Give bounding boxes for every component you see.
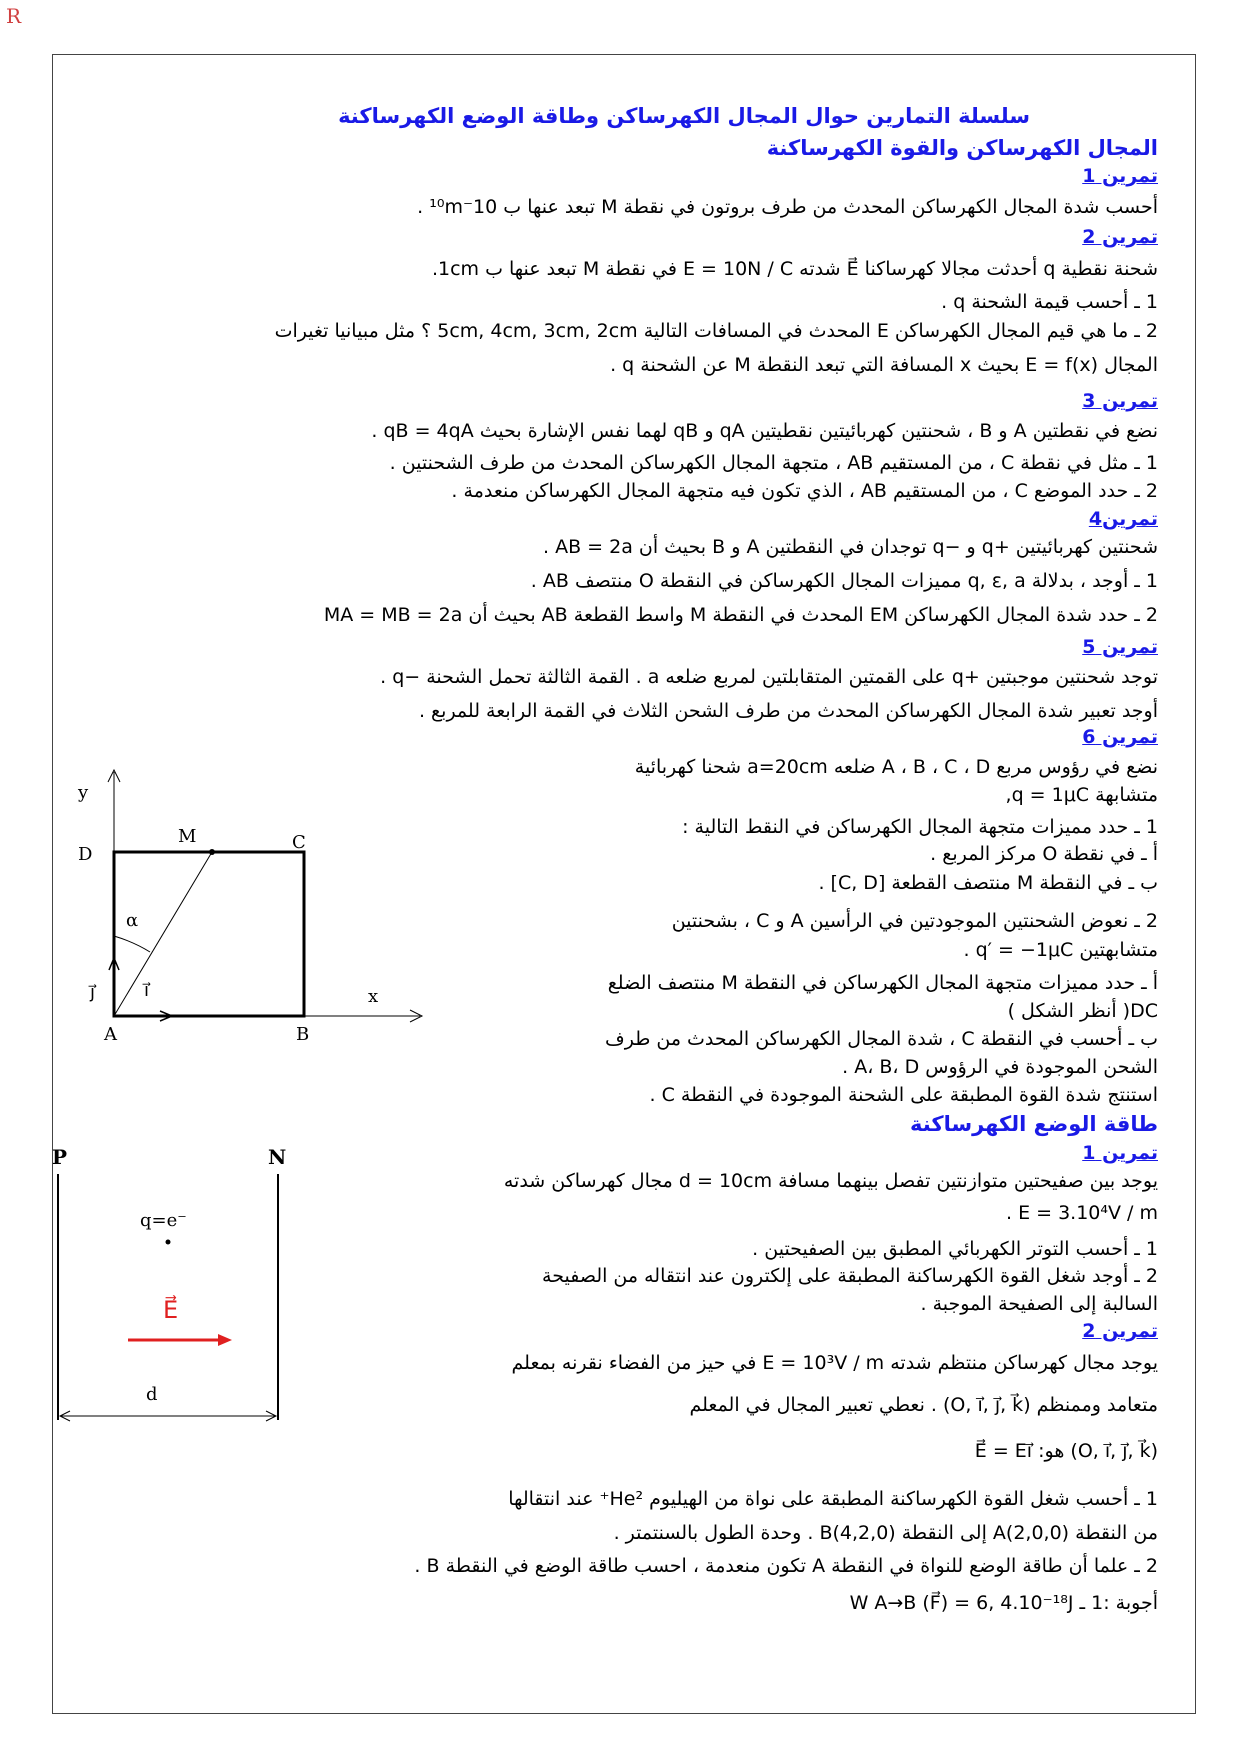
ex1-label: تمرين 1 bbox=[1082, 165, 1158, 187]
label-a: A bbox=[104, 1024, 117, 1045]
ex4-line-1: شحنتين كهربائيتين +q و −q توجدان في النقطتين A و B بحيث أن AB = 2a . bbox=[542, 536, 1158, 558]
ex6-line-5: ب ـ في النقطة M منتصف القطعة [C, D] . bbox=[818, 872, 1158, 894]
label-charge: q=e⁻ bbox=[140, 1210, 187, 1231]
section-heading-field: المجال الكهرساكن والقوة الكهرساكنة bbox=[766, 136, 1158, 160]
pe1-line-1: يوجد بين صفيحتين متوازنتين تفصل بينهما مسافة d = 10cm مجال كهرساكن شدته bbox=[503, 1170, 1158, 1192]
charge-point bbox=[166, 1240, 171, 1245]
angle-arc bbox=[114, 936, 150, 952]
ex5-line-1: توجد شحنتين موجبتين +q على القمتين المتقابلتين لمربع ضلعه a . القمة الثالثة تحمل الشحنة −q . bbox=[380, 666, 1158, 688]
point-m bbox=[209, 849, 215, 855]
pe1-line-4: 2 ـ أوجد شغل القوة الكهرساكنة المطبقة على إلكترون عند انتقاله من الصفيحة bbox=[542, 1265, 1158, 1287]
pe2-line-6: 2 ـ علما أن طاقة الوضع للنواة في النقطة A تكون منعدمة ، احسب طاقة الوضع في النقطة B . bbox=[414, 1555, 1158, 1577]
ex3-label: تمرين 3 bbox=[1082, 390, 1158, 412]
label-x: x bbox=[368, 986, 379, 1007]
plates-figure bbox=[50, 1140, 310, 1430]
ex5-line-2: أوجد تعبير شدة المجال الكهرساكن المحدث من طرف الشحن الثلاث في القمة الرابعة للمربع . bbox=[418, 700, 1158, 722]
label-c: C bbox=[292, 832, 306, 853]
ex3-line-1: نضع في نقطتين A و B ، شحنتين كهربائيتين نقطيتين qA و qB لهما نفس الإشارة بحيث qB = 4qA . bbox=[371, 420, 1158, 442]
square-abcd bbox=[114, 852, 304, 1016]
ex6-line-8: أ ـ حدد مميزات متجهة المجال الكهرساكن في النقطة M منتصف الضلع bbox=[607, 972, 1158, 994]
pe2-line-3: (O, i⃗, j⃗, k⃗) هو: E⃗ = Ei⃗ bbox=[974, 1440, 1158, 1462]
label-d: D bbox=[78, 844, 93, 865]
ex6-line-11: الشحن الموجودة في الرؤوس A، B، D . bbox=[842, 1056, 1158, 1078]
label-field-e: E⃗ bbox=[163, 1296, 179, 1324]
ex6-line-3: 1 ـ حدد مميزات متجهة المجال الكهرساكن في النقط التالية : bbox=[682, 816, 1158, 838]
ex6-line-12: استنتج شدة القوة المطبقة على الشحنة الموجودة في النقطة C . bbox=[649, 1084, 1158, 1106]
page-title: سلسلة التمارين حوال المجال الكهرساكن وطاقة الوضع الكهرساكنة bbox=[338, 104, 1030, 128]
segment-am bbox=[114, 852, 212, 1016]
square-figure bbox=[70, 760, 430, 1050]
ex2-line-4: المجال E = f(x) بحيث x المسافة التي تبعد النقطة M عن الشحنة q . bbox=[610, 354, 1158, 376]
pe1-label: تمرين 1 bbox=[1082, 1142, 1158, 1164]
ex2-line-2: 1 ـ أحسب قيمة الشحنة q . bbox=[941, 291, 1158, 313]
field-arrowhead bbox=[218, 1334, 232, 1346]
ex3-line-3: 2 ـ حدد الموضع C ، من المستقيم AB ، الذي تكون فيه متجهة المجال الكهرساكن منعدمة . bbox=[451, 480, 1158, 502]
ex2-line-3: 2 ـ ما هي قيم المجال الكهرساكن E المحدث في المسافات التالية 5cm, 4cm, 3cm, 2cm ؟ مثل مبيانيا تغيرات bbox=[274, 320, 1158, 342]
pe2-line-1: يوجد مجال كهرساكن منتظم شدته E = 10³V / m في حيز من الفضاء نقرنه بمعلم bbox=[511, 1352, 1158, 1374]
ex5-label: تمرين 5 bbox=[1082, 636, 1158, 658]
ex6-line-7: متشابهتين q′ = −1μC . bbox=[963, 939, 1158, 961]
ex4-label: تمرين4 bbox=[1088, 508, 1158, 530]
label-j: j⃗ bbox=[90, 982, 96, 1003]
ex2-line-1: شحنة نقطية q أحدثت مجالا كهرساكنا E⃗ شدته E = 10N / C في نقطة M تبعد عنها ب 1cm. bbox=[431, 258, 1158, 280]
label-plate-p: P bbox=[52, 1145, 68, 1169]
label-distance: d bbox=[146, 1384, 158, 1405]
ex1-line: أحسب شدة المجال الكهرساكن المحدث من طرف بروتون في نقطة M تبعد عنها ب 10⁻¹⁰m . bbox=[417, 196, 1158, 218]
section-heading-energy: طاقة الوضع الكهرساكنة bbox=[910, 1112, 1158, 1136]
pe2-label: تمرين 2 bbox=[1082, 1320, 1158, 1342]
pe2-line-5: من النقطة A(2,0,0) إلى النقطة B(4,2,0) . وحدة الطول بالسنتمتر . bbox=[613, 1522, 1158, 1544]
ex6-line-10: ب ـ أحسب في النقطة C ، شدة المجال الكهرساكن المحدث من طرف bbox=[605, 1028, 1158, 1050]
pe2-line-4: 1 ـ أحسب شغل القوة الكهرساكنة المطبقة على نواة من الهيليوم He²⁺ عند انتقالها bbox=[508, 1488, 1158, 1510]
pe1-line-5: السالبة إلى الصفيحة الموجبة . bbox=[920, 1293, 1158, 1315]
label-b: B bbox=[296, 1024, 310, 1045]
ex3-line-2: 1 ـ مثل في نقطة C ، من المستقيم AB ، متجهة المجال الكهرساكن المحدث من طرف الشحنتين . bbox=[389, 452, 1158, 474]
corner-mark: R bbox=[6, 4, 22, 28]
ex6-label: تمرين 6 bbox=[1082, 726, 1158, 748]
ex4-line-2: 1 ـ أوجد ، بدلالة q, ε, a مميزات المجال الكهرساكن في النقطة O منتصف AB . bbox=[530, 570, 1158, 592]
label-alpha: α bbox=[126, 910, 139, 931]
label-m: M bbox=[178, 826, 197, 847]
ex6-line-6: 2 ـ نعوض الشحنتين الموجودتين في الرأسين A و C ، بشحنتين bbox=[671, 910, 1158, 932]
label-i: i⃗ bbox=[144, 980, 150, 1001]
pe2-line-2: متعامد وممنظم (O, i⃗, j⃗, k⃗) . نعطي تعبير المجال في المعلم bbox=[689, 1394, 1158, 1416]
ex2-label: تمرين 2 bbox=[1082, 226, 1158, 248]
pe1-line-3: 1 ـ أحسب التوتر الكهربائي المطبق بين الصفيحتين . bbox=[752, 1238, 1158, 1260]
label-y: y bbox=[78, 782, 89, 803]
ex4-line-3: 2 ـ حدد شدة المجال الكهرساكن EM المحدث في النقطة M واسط القطعة AB بحيث أن MA = MB = 2a bbox=[323, 604, 1158, 626]
pe2-line-7: أجوبة :1 ـ W A→B (F⃗) = 6, 4.10⁻¹⁸J bbox=[849, 1592, 1158, 1614]
pe1-line-2: E = 3.10⁴V / m . bbox=[1005, 1202, 1158, 1224]
ex6-line-2: متشابهة q = 1μC, bbox=[1005, 784, 1158, 806]
ex6-line-9: DC( أنظر الشكل ) bbox=[1007, 1000, 1158, 1022]
label-plate-n: N bbox=[268, 1145, 287, 1169]
ex6-line-4: أ ـ في نقطة O مركز المربع . bbox=[930, 843, 1158, 865]
ex6-line-1: نضع في رؤوس مربع A ، B ، C ، D ضلعه a=20cm شحنا كهربائية bbox=[634, 756, 1158, 778]
